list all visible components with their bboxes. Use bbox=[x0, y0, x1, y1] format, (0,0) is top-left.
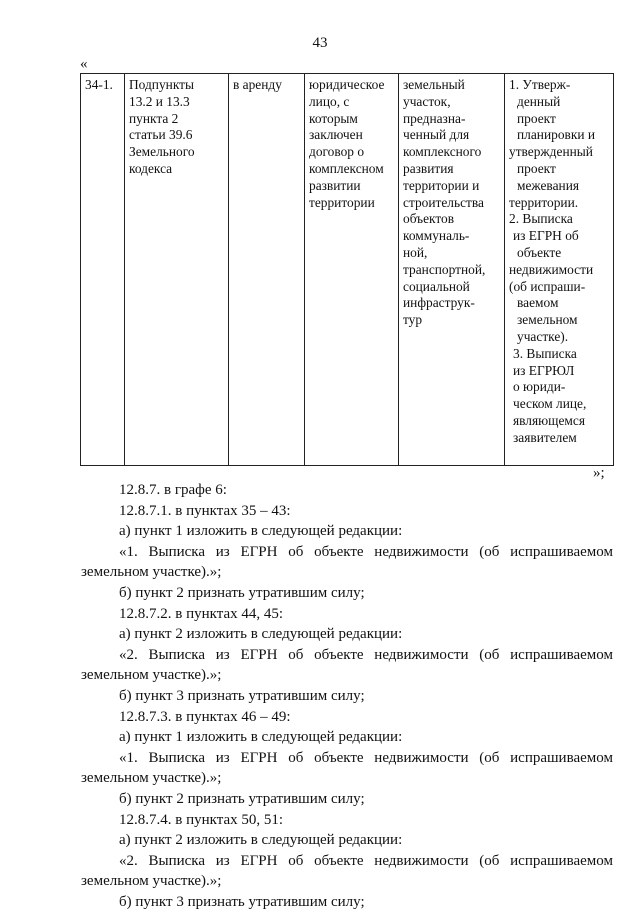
paragraph: а) пункт 1 изложить в следующей редакции: bbox=[119, 523, 403, 540]
cell-line: 1. Утверж- bbox=[509, 77, 571, 92]
page-number: 43 bbox=[312, 35, 328, 51]
cell-line: инфраструк- bbox=[403, 295, 475, 311]
paragraph: «2. Выписка из ЕГРН об объекте недвижимости (об испрашиваемом bbox=[119, 646, 613, 663]
cell-line: утвержденный bbox=[509, 144, 593, 160]
cell-line: из ЕГРН об bbox=[513, 228, 579, 244]
table-row bbox=[81, 74, 614, 466]
row-number: 34-1. bbox=[85, 77, 113, 92]
paragraph: «1. Выписка из ЕГРН об объекте недвижимости (об испрашиваемом bbox=[119, 543, 613, 560]
cell-line: территории. bbox=[509, 194, 579, 210]
cell-line: ной, bbox=[403, 244, 428, 260]
cell-line: ченный для bbox=[403, 127, 470, 143]
cell-line: статьи 39.6 bbox=[129, 127, 193, 143]
cell-line: недвижимости bbox=[509, 261, 594, 277]
required-documents-cell bbox=[505, 74, 614, 466]
cell-line: денный bbox=[517, 93, 561, 109]
cell-line: кодекса bbox=[129, 160, 173, 176]
legal-basis-cell bbox=[125, 74, 229, 466]
cell-line: развития bbox=[403, 160, 454, 176]
cell-line: Земельного bbox=[129, 144, 195, 160]
closing-quote: »; bbox=[593, 465, 605, 481]
cell-line: Подпункты bbox=[129, 77, 194, 92]
row-number-cell bbox=[81, 74, 125, 466]
cell-line: комплексном bbox=[309, 160, 384, 176]
cell-line: лицо, с bbox=[309, 93, 350, 109]
cell-line: межевания bbox=[517, 177, 580, 193]
paragraph: земельном участке).»; bbox=[81, 873, 222, 890]
cell-line: территории bbox=[309, 194, 375, 210]
paragraph: б) пункт 3 признать утратившим силу; bbox=[119, 687, 365, 704]
cell-line: 13.2 и 13.3 bbox=[129, 93, 190, 109]
paragraph: а) пункт 2 изложить в следующей редакции: bbox=[119, 832, 403, 849]
paragraph: 12.8.7.2. в пунктах 44, 45: bbox=[119, 605, 284, 622]
cell-line: которым bbox=[309, 110, 358, 126]
cell-line: пункта 2 bbox=[129, 110, 179, 126]
cell-line: тур bbox=[403, 312, 423, 328]
cell-line: 2. Выписка bbox=[509, 211, 573, 227]
grant-type-cell bbox=[229, 74, 305, 466]
paragraph: б) пункт 2 признать утратившим силу; bbox=[119, 790, 365, 807]
paragraph: а) пункт 2 изложить в следующей редакции: bbox=[119, 626, 403, 643]
cell-line: участок, bbox=[403, 93, 451, 109]
cell-line: из ЕГРЮЛ bbox=[513, 362, 575, 378]
cell-line: социальной bbox=[403, 278, 470, 294]
cell-line: (об испраши- bbox=[509, 278, 586, 294]
cell-line: проект bbox=[517, 110, 556, 126]
cell-line: о юриди- bbox=[513, 379, 566, 395]
paragraph: «2. Выписка из ЕГРН об объекте недвижимости (об испрашиваемом bbox=[119, 852, 613, 869]
cell-line: проект bbox=[517, 160, 556, 176]
applicant-cell bbox=[305, 74, 399, 466]
paragraph: 12.8.7.4. в пунктах 50, 51: bbox=[119, 811, 284, 828]
paragraph: б) пункт 2 признать утратившим силу; bbox=[119, 584, 365, 601]
amendment-text bbox=[81, 480, 613, 912]
cell-line: земельном bbox=[517, 312, 578, 328]
cell-line: объектов bbox=[403, 211, 455, 227]
paragraph: б) пункт 3 признать утратившим силу; bbox=[119, 893, 365, 910]
cell-line: коммуналь- bbox=[403, 228, 470, 244]
cell-line: участке). bbox=[517, 328, 569, 344]
cell-line: земельный bbox=[403, 77, 465, 92]
paragraph: а) пункт 1 изложить в следующей редакции: bbox=[119, 729, 403, 746]
paragraph: 12.8.7. в графе 6: bbox=[119, 482, 227, 498]
paragraph: земельном участке).»; bbox=[81, 770, 222, 787]
cell-line: строительства bbox=[403, 194, 484, 210]
cell-line: в аренду bbox=[233, 77, 282, 92]
cell-line: юридическое bbox=[309, 77, 385, 92]
paragraph: 12.8.7.3. в пунктах 46 – 49: bbox=[119, 708, 291, 725]
cell-line: комплексного bbox=[403, 144, 482, 160]
paragraph: земельном участке).»; bbox=[81, 564, 222, 581]
cell-line: ческом лице, bbox=[513, 396, 587, 412]
paragraph: 12.8.7.1. в пунктах 35 – 43: bbox=[119, 502, 291, 519]
cell-line: планировки и bbox=[517, 127, 596, 143]
cell-line: развитии bbox=[309, 177, 361, 193]
cell-line: заключен bbox=[309, 127, 363, 143]
cell-line: объекте bbox=[517, 244, 562, 260]
cell-line: транспортной, bbox=[403, 261, 486, 277]
opening-quote: « bbox=[80, 56, 88, 72]
cell-line: территории и bbox=[403, 177, 480, 193]
cell-line: 3. Выписка bbox=[513, 345, 577, 361]
cell-line: договор о bbox=[309, 144, 365, 160]
cell-line: являющемся bbox=[513, 412, 585, 428]
land-plot-table bbox=[80, 73, 614, 466]
cell-line: ваемом bbox=[517, 295, 559, 311]
paragraph: земельном участке).»; bbox=[81, 667, 222, 684]
cell-line: предназна- bbox=[403, 110, 466, 126]
land-plot-cell bbox=[399, 74, 505, 466]
paragraph: «1. Выписка из ЕГРН об объекте недвижимости (об испрашиваемом bbox=[119, 749, 613, 766]
cell-line: заявителем bbox=[513, 429, 577, 445]
